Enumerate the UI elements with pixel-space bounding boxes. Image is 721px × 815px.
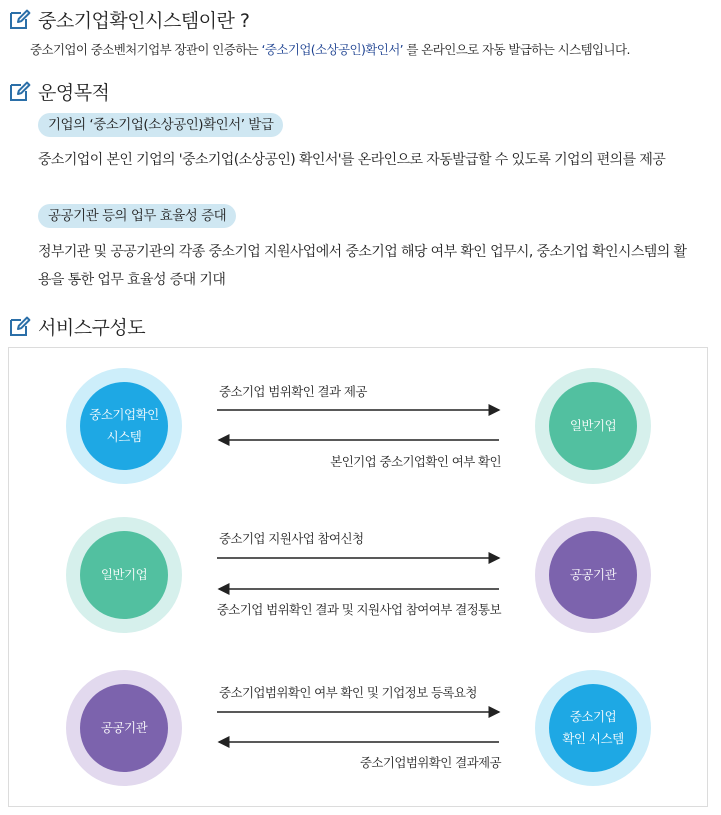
section-heading-service bbox=[8, 313, 145, 339]
row3-arrows bbox=[217, 712, 499, 742]
edit-icon bbox=[8, 7, 32, 31]
node-public-institution bbox=[535, 517, 651, 633]
node-general-company bbox=[535, 368, 651, 484]
purpose-text-1: 중소기업이 본인 기업의 '중소기업(소상공인) 확인서'를 온라인으로 자동발급할 수 있도록 기업의 편의를 제공 bbox=[38, 152, 666, 168]
section-heading-intro bbox=[8, 6, 250, 32]
section-title: 서비스구성도 bbox=[38, 316, 146, 339]
row3-bottom-label: 중소기업범위확인 결과제공 bbox=[359, 755, 501, 770]
row2-top-label: 중소기업 지원사업 참여신청 bbox=[219, 531, 364, 546]
node-general-company bbox=[66, 517, 182, 633]
node-sme-system bbox=[535, 670, 651, 786]
section-title: 운영목적 bbox=[38, 81, 110, 104]
row1-top-label: 중소기업 범위확인 결과 제공 bbox=[219, 384, 367, 399]
row2-bottom-label: 중소기업 범위확인 결과 및 지원사업 참여여부 결정통보 bbox=[216, 602, 501, 617]
node-label: 중소기업 bbox=[569, 709, 617, 724]
intro-text: 중소기업이 중소벤처기업부 장관이 인증하는 ‘중소기업(소상공인)확인서’ 를 온라인으로 자동 발급하는 시스템입니다. bbox=[30, 42, 630, 57]
node-label: 공공기관 bbox=[569, 567, 617, 582]
row3-top-label: 중소기업범위확인 여부 확인 및 기업정보 등록요청 bbox=[219, 685, 477, 700]
edit-icon bbox=[8, 314, 32, 338]
node-label: 일반기업 bbox=[569, 418, 617, 433]
node-label: 확인 시스템 bbox=[562, 731, 624, 746]
node-label: 일반기업 bbox=[100, 567, 148, 582]
node-public-institution bbox=[66, 670, 182, 786]
purpose-label-1: 기업의 ‘중소기업(소상공인)확인서’ 발급 bbox=[38, 113, 283, 137]
node-sme-system bbox=[66, 368, 182, 484]
service-diagram bbox=[8, 347, 708, 807]
row1-arrows bbox=[217, 410, 499, 440]
section-title: 중소기업확인시스템이란 ? bbox=[38, 9, 250, 32]
section-heading-purpose bbox=[8, 78, 109, 104]
edit-icon bbox=[8, 79, 32, 103]
purpose-text-2-line1: 정부기관 및 공공기관의 각종 중소기업 지원사업에서 중소기업 해당 여부 확인 업무시, 중소기업 확인시스템의 활 bbox=[38, 244, 687, 260]
row1-bottom-label: 본인기업 중소기업확인 여부 확인 bbox=[330, 454, 501, 469]
purpose-label-2: 공공기관 등의 업무 효율성 증대 bbox=[38, 204, 236, 228]
row2-arrows bbox=[217, 558, 499, 589]
purpose-text-2-line2: 용을 통한 업무 효율성 증대 기대 bbox=[38, 272, 226, 288]
node-label: 시스템 bbox=[106, 429, 142, 444]
intro-highlight: ‘중소기업(소상공인)확인서’ bbox=[261, 42, 404, 57]
node-label: 공공기관 bbox=[100, 720, 148, 735]
node-label: 중소기업확인 bbox=[89, 407, 159, 422]
